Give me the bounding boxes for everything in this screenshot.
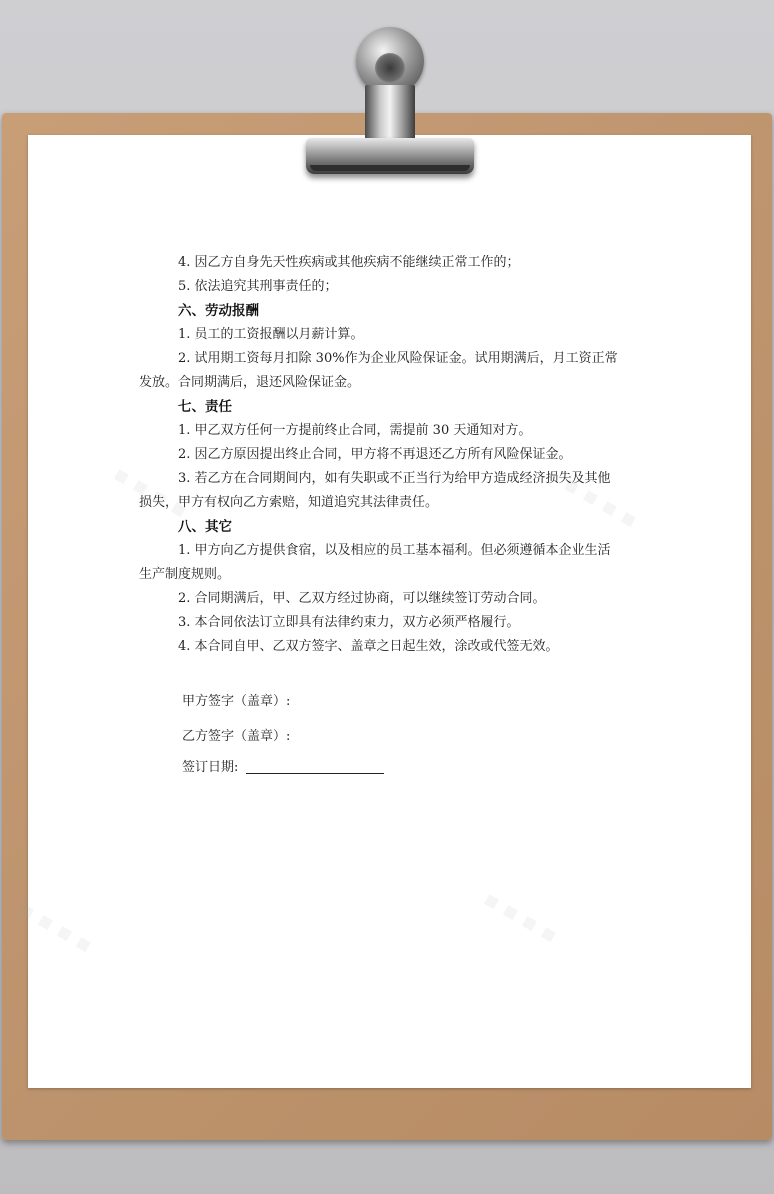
contract-line: 2. 试用期工资每月扣除 30%作为企业风险保证金。试用期满后，月工资正常 <box>178 351 618 366</box>
party-a-signature-label: 甲方签字（盖章）: <box>182 694 291 709</box>
party-b-signature-label: 乙方签字（盖章）: <box>182 729 291 744</box>
contract-line: 发放。合同期满后，退还风险保证金。 <box>139 375 361 390</box>
clip-base-edge <box>310 165 470 171</box>
sign-date-label: 签订日期: <box>182 760 239 775</box>
contract-line: 2. 因乙方原因提出终止合同，甲方将不再退还乙方所有风险保证金。 <box>178 447 572 462</box>
contract-line: 3. 若乙方在合同期间内，如有失职或不正当行为给甲方造成经济损失及其他 <box>178 471 611 486</box>
watermark: ▪ ▪ ▪ ▪ <box>109 461 192 524</box>
contract-line: 生产制度规则。 <box>139 567 231 582</box>
watermark: ▪ ▪ ▪ ▪ <box>14 896 97 959</box>
contract-line: 3. 本合同依法订立即具有法律约束力，双方必须严格履行。 <box>178 615 520 630</box>
contract-line: 4. 因乙方自身先天性疾病或其他疾病不能继续正常工作的； <box>178 255 520 270</box>
document-paper <box>28 135 751 1088</box>
contract-line: 损失，甲方有权向乙方索赔，知道追究其法律责任。 <box>139 495 439 510</box>
contract-line: 5. 依法追究其刑事责任的； <box>178 279 338 294</box>
section-heading: 七、责任 <box>178 399 232 415</box>
watermark: ▪ ▪ ▪ ▪ <box>479 886 562 949</box>
section-heading: 八、其它 <box>178 519 232 535</box>
section-heading: 六、劳动报酬 <box>178 303 259 319</box>
contract-line: 1. 甲方向乙方提供食宿，以及相应的员工基本福利。但必须遵循本企业生活 <box>178 543 611 558</box>
contract-line: 2. 合同期满后，甲、乙双方经过协商，可以继续签订劳动合同。 <box>178 591 546 606</box>
clip-neck <box>365 85 415 140</box>
contract-line: 1. 甲乙双方任何一方提前终止合同，需提前 30 天通知对方。 <box>178 423 532 438</box>
watermark: ▪ ▪ ▪ ▪ <box>559 471 642 534</box>
contract-line: 4. 本合同自甲、乙双方签字、盖章之日起生效，涂改或代签无效。 <box>178 639 559 654</box>
sign-date-field[interactable] <box>246 773 384 774</box>
contract-line: 1. 员工的工资报酬以月薪计算。 <box>178 327 364 342</box>
clip-hole <box>375 53 405 83</box>
